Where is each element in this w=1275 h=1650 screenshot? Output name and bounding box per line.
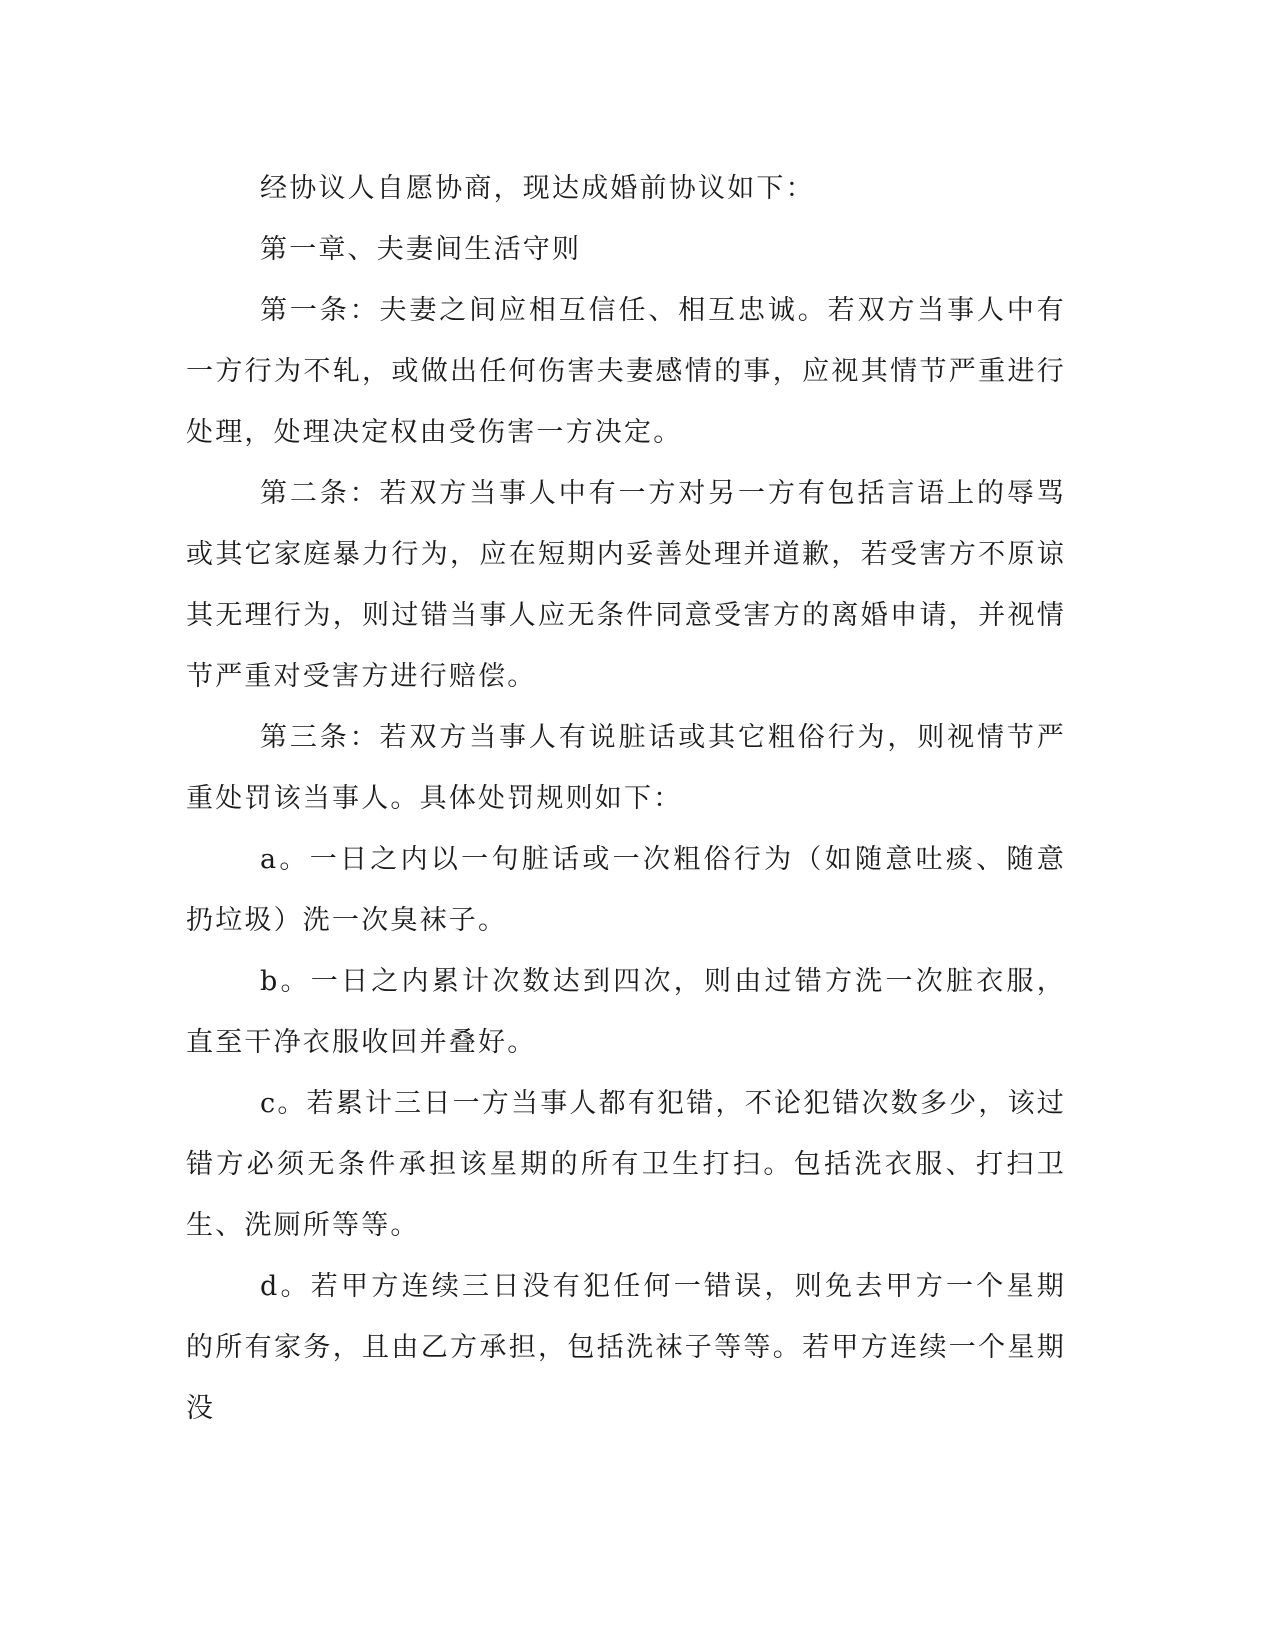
rule-b-paragraph: b。一日之内累计次数达到四次，则由过错方洗一次脏衣服，直至干净衣服收回并叠好。 [186,966,1066,1058]
article-2-paragraph: 第二条：若双方当事人中有一方对另一方有包括言语上的辱骂或其它家庭暴力行为，应在短期内妥善处理并道歉，若受害方不原谅其无理行为，则过错当事人应无条件同意受害方的离婚申请，并视情节严重对受害方进行赔偿。 [186,478,1066,692]
article-3-paragraph: 第三条：若双方当事人有说脏话或其它粗俗行为，则视情节严重处罚该当事人。具体处罚规则如下： [186,722,1066,814]
rule-a-paragraph: a。一日之内以一句脏话或一次粗俗行为（如随意吐痰、随意扔垃圾）洗一次臭袜子。 [186,844,1066,936]
article-1-paragraph: 第一条：夫妻之间应相互信任、相互忠诚。若双方当事人中有一方行为不轧，或做出任何伤害夫妻感情的事，应视其情节严重进行处理，处理决定权由受伤害一方决定。 [186,295,1066,448]
intro-paragraph: 经协议人自愿协商，现达成婚前协议如下： [260,173,815,204]
rule-c-paragraph: c。若累计三日一方当事人都有犯错，不论犯错次数多少，该过错方必须无条件承担该星期的所有卫生打扫。包括洗衣服、打扫卫生、洗厕所等等。 [186,1088,1066,1241]
chapter-heading: 第一章、夫妻间生活守则 [260,234,582,265]
document-body [186,158,1066,1439]
rule-d-paragraph: d。若甲方连续三日没有犯任何一错误，则免去甲方一个星期的所有家务，且由乙方承担，包括洗袜子等等。若甲方连续一个星期没 [186,1271,1066,1424]
